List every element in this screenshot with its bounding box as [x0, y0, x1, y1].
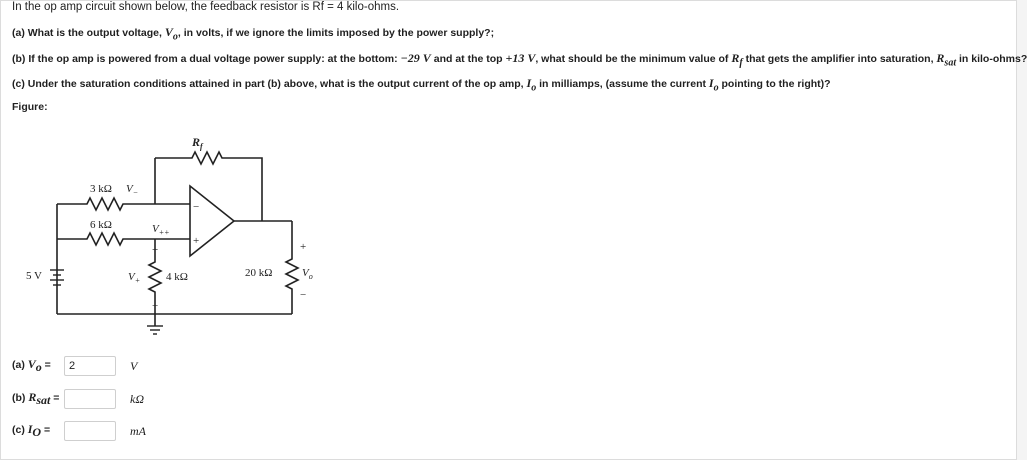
figure-label: Figure: — [12, 101, 48, 113]
answer-row-c — [12, 419, 146, 443]
circuit-diagram — [12, 126, 323, 346]
io-symbol-2: $I_o$ — [708, 76, 719, 94]
answer-b-input[interactable] — [64, 389, 116, 409]
answer-a-unit: V — [130, 358, 138, 373]
question-b-suffix: in kilo-ohms? — [956, 53, 1027, 65]
answer-c-input[interactable] — [64, 421, 116, 441]
question-b-mid3: that gets the amplifier into saturation, — [742, 53, 937, 65]
question-a-suffix: , in volts, if we ignore the limits imposed by the power supply?; — [177, 27, 495, 39]
vo-minus-label: − — [300, 289, 307, 301]
r4k-minus-label: − — [152, 300, 159, 312]
answer-b-label: (b) $R_{sat}$ = — [12, 389, 60, 408]
question-a-prefix: (a) What is the output voltage, — [12, 27, 165, 39]
opamp-plus-label: + — [193, 235, 200, 247]
answer-b-unit: kΩ — [130, 391, 145, 406]
answer-row-b — [12, 387, 144, 411]
question-b-prefix: (b) If the op amp is powered from a dual voltage power supply: at the bottom: — [12, 53, 401, 65]
answer-c-unit: mA — [130, 423, 146, 438]
question-c — [12, 76, 831, 93]
answer-c-label: (c) $I_O$ = — [12, 421, 51, 440]
resistor-3k — [57, 198, 155, 210]
r4k-label: 4 kΩ — [166, 271, 188, 283]
question-a — [12, 25, 494, 42]
rf-label: $R_f$ — [192, 135, 203, 151]
rf-symbol: $R_f$ — [731, 51, 743, 69]
resistor-4k — [149, 256, 161, 326]
opamp-minus-label: − — [193, 201, 200, 213]
source-label: 5 V — [26, 270, 42, 282]
question-c-mid: in milliamps, (assume the current — [536, 78, 709, 90]
io-symbol: $I_o$ — [526, 76, 537, 94]
question-b — [12, 51, 1027, 68]
question-c-suffix: pointing to the right)? — [718, 78, 831, 90]
vo-symbol: $V_o$ — [164, 25, 178, 43]
vminus-label: $V_-$ — [126, 183, 139, 197]
v-bottom: −29 V — [400, 51, 431, 65]
resistor-20k — [286, 221, 298, 314]
vo-plus-label: + — [300, 241, 307, 253]
question-b-mid2: , what should be the minimum value of — [535, 53, 732, 65]
question-c-prefix: (c) Under the saturation conditions attained in part (b) above, what is the output current of the op amp, — [12, 78, 527, 90]
r6k-label: 6 kΩ — [90, 219, 112, 231]
rsat-symbol: $R_{sat}$ — [936, 51, 957, 69]
r4k-plus-label: + — [152, 244, 159, 256]
ground-icon — [147, 326, 163, 334]
vo-label: $V_o$ — [302, 267, 313, 281]
answer-row-a — [12, 354, 137, 378]
r20k-label: 20 kΩ — [245, 267, 273, 279]
r3k-label: 3 kΩ — [90, 183, 112, 195]
answer-a-input[interactable] — [64, 356, 116, 376]
circuit-figure — [12, 126, 323, 346]
resistor-rf — [155, 152, 262, 221]
resistor-6k — [57, 233, 155, 245]
question-b-mid: and at the top — [430, 53, 506, 65]
vplusplus-label: $V_{++}$ — [152, 223, 170, 237]
v-top: +13 V — [505, 51, 536, 65]
intro-text: In the op amp circuit shown below, the feedback resistor is Rf = 4 kilo-ohms. — [12, 1, 400, 13]
vplus-label: $V_+$ — [128, 271, 141, 285]
answer-a-label: (a) $V_o$ = — [12, 356, 51, 375]
